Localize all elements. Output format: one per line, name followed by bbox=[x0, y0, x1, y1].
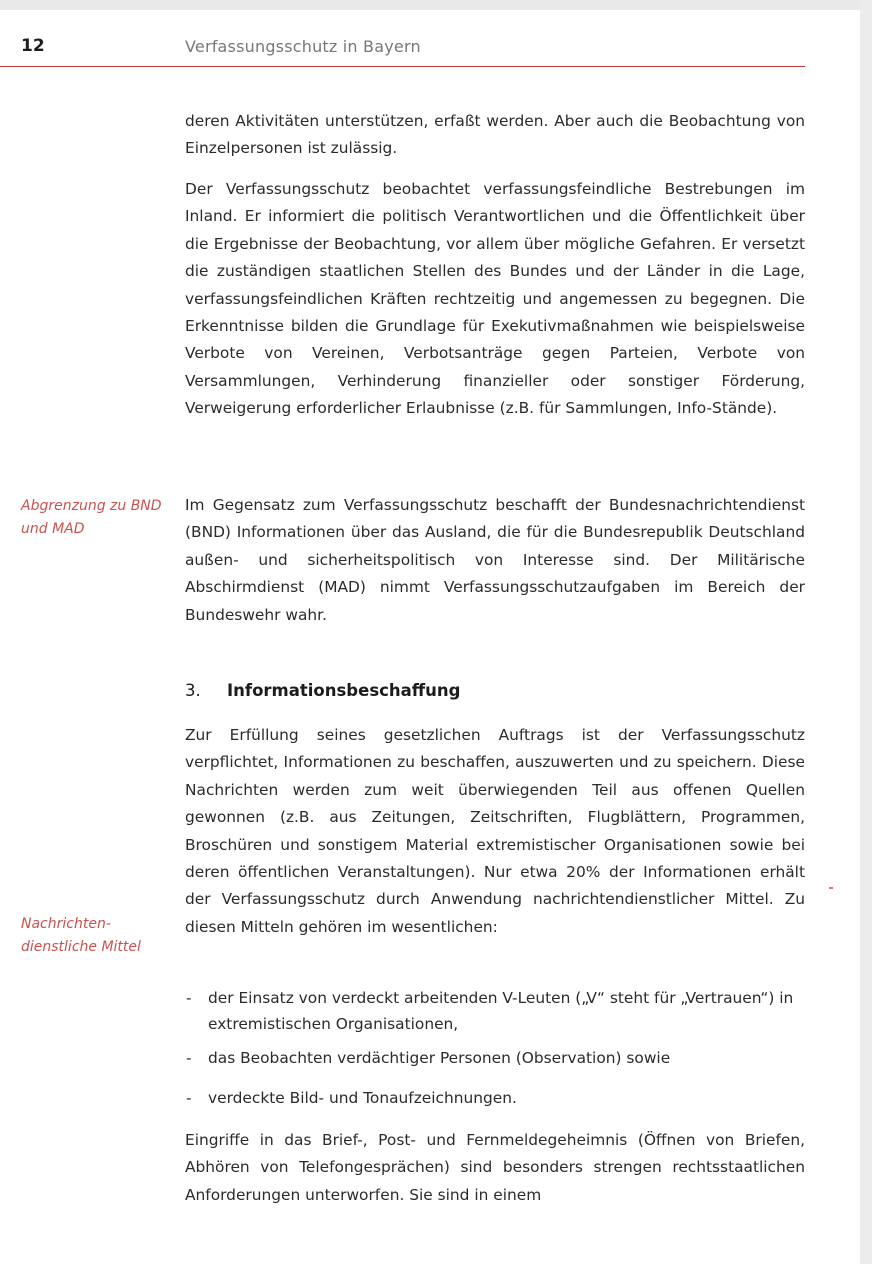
page-number: 12 bbox=[21, 36, 45, 56]
list-item-text: das Beobachten verdächtiger Personen (Observation) sowie bbox=[208, 1049, 671, 1067]
list-item-text: der Einsatz von verdeckt arbeitenden V-Leuten („V“ steht für „Vertrauen“) in extremistischen Organisationen, bbox=[208, 989, 794, 1033]
list-item bbox=[185, 1045, 805, 1071]
scan-border-right bbox=[860, 0, 872, 1264]
section-title: Informationsbeschaffung bbox=[227, 681, 461, 700]
scan-border-top bbox=[0, 0, 872, 10]
paragraph-4: Zur Erfüllung seines gesetzlichen Auftrags ist der Verfassungsschutz verpflichtet, Informationen zu beschaffen, auszuwerten und zu speichern. Diese Nachrichten werden zum weit überwiegenden Teil aus offenen Quellen gewonnen (z.B. aus Zeitungen, Zeitschriften, Flugblättern, Programmen, Broschüren und sonstigem Material extremistischer Organisationen sowie bei deren öffentlichen Veranstaltungen). Nur etwa 20% der Informationen erhält der Verfassungsschutz durch Anwendung nachrichtendienstlicher Mittel. Zu diesen Mitteln gehören im wesentlichen: bbox=[185, 726, 805, 936]
running-title: Verfassungsschutz in Bayern bbox=[185, 37, 421, 56]
list-dash: - bbox=[186, 1089, 192, 1107]
list-item-text: verdeckte Bild- und Tonaufzeichnungen. bbox=[208, 1089, 517, 1107]
margin-note-abgrenzung: Abgrenzung zu BND und MAD bbox=[21, 498, 162, 537]
paragraph-2: Der Verfassungsschutz beobachtet verfassungsfeindliche Bestrebungen im Inland. Er informiert die politisch Verantwortlichen und die Öffentlichkeit über die Ergebnisse der Beobachtung, vor allem über mögliche Gefahren. Er versetzt die zuständigen staatlichen Stellen des Bundes und der Länder in die Lage, verfassungsfeindlichen Kräften rechtzeitig und angemessen zu begegnen. Die Erkenntnisse bilden die Grundlage für Exekutivmaßnahmen wie beispielsweise Verbote von Vereinen, Verbotsanträge gegen Parteien, Verbote von Versammlungen, Verhinderung finanzieller oder sonstiger Förderung, Verweigerung erforderlicher Erlaubnisse (z.B. für Sammlungen, Info-Stände). bbox=[185, 180, 805, 418]
section-number: 3. bbox=[185, 681, 201, 700]
page-header bbox=[0, 34, 805, 67]
paragraph-5: Eingriffe in das Brief-, Post- und Fernmeldegeheimnis (Öffnen von Briefen, Abhören von Telefongesprächen) sind besonders strengen rechtsstaatlichen Anforderungen unterworfen. Sie sind in einem bbox=[185, 1131, 805, 1204]
list-dash: - bbox=[186, 989, 192, 1007]
margin-note-nachrichtendienstliche-mittel: Nachrichten-dienstliche Mittel bbox=[21, 916, 141, 955]
list-dash: - bbox=[186, 1049, 192, 1067]
list-item bbox=[185, 1085, 805, 1111]
bullet-list bbox=[185, 985, 805, 1111]
scan-mark bbox=[829, 887, 833, 889]
section-heading bbox=[185, 681, 460, 700]
paragraph-3: Im Gegensatz zum Verfassungsschutz beschafft der Bundesnachrichtendienst (BND) Informationen über das Ausland, die für die Bundesrepublik Deutschland außen- und sicherheitspolitisch von Interesse sind. Der Militärische Abschirmdienst (MAD) nimmt Verfassungsschutzaufgaben im Bereich der Bundeswehr wahr. bbox=[185, 496, 805, 624]
paragraph-1: deren Aktivitäten unterstützen, erfaßt werden. Aber auch die Beobachtung von Einzelpersonen ist zulässig. bbox=[185, 112, 805, 158]
list-item bbox=[185, 985, 805, 1037]
